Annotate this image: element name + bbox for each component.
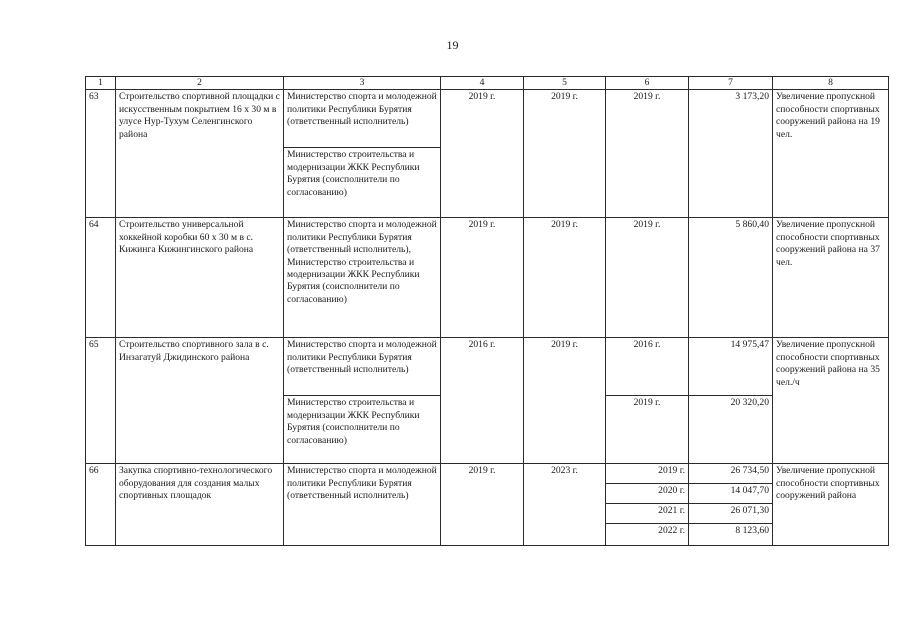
finance-amount: 26 734,50: [689, 464, 773, 484]
expected-result: Увеличение пропускной способности спортивных сооружений района на 35 чел./ч: [773, 338, 889, 464]
event-name: Строительство универсальной хоккейной коробки 60 х 30 м в с. Кижинга Кижингинского района: [116, 218, 284, 338]
row-number: 63: [86, 90, 116, 218]
end-year: 2019 г.: [524, 338, 606, 464]
row-number: 66: [86, 464, 116, 546]
finance-amount: 3 173,20: [689, 90, 773, 218]
end-year: 2019 г.: [524, 218, 606, 338]
co-executor: Министерство строительства и модернизации ЖКК Республики Бурятия (соисполнители по согласованию): [284, 148, 441, 218]
event-name: Строительство спортивного зала в с. Инзагатуй Джидинского района: [116, 338, 284, 464]
finance-year: 2019 г.: [606, 218, 689, 338]
table-row: [86, 90, 889, 148]
expected-result: Увеличение пропускной способности спортивных сооружений района: [773, 464, 889, 546]
end-year: 2019 г.: [524, 90, 606, 218]
finance-year: 2021 г.: [606, 504, 689, 524]
executor: Министерство спорта и молодежной политики Республики Бурятия (ответственный исполнитель): [284, 90, 441, 148]
finance-year: 2019 г.: [606, 396, 689, 464]
header-cell: 5: [524, 77, 606, 90]
executor: Министерство спорта и молодежной политики Республики Бурятия (ответственный исполнитель): [284, 464, 441, 546]
finance-amount: 8 123,60: [689, 524, 773, 546]
header-row: [86, 77, 889, 90]
finance-year: 2019 г.: [606, 464, 689, 484]
row-number: 65: [86, 338, 116, 464]
header-cell: 1: [86, 77, 116, 90]
finance-year: 2020 г.: [606, 484, 689, 504]
page-number: 19: [446, 38, 459, 52]
finance-amount: 5 860,40: [689, 218, 773, 338]
program-table: [85, 76, 889, 546]
finance-year: 2019 г.: [606, 90, 689, 218]
finance-year: 2016 г.: [606, 338, 689, 396]
start-year: 2016 г.: [441, 338, 524, 464]
co-executor: Министерство строительства и модернизации ЖКК Республики Бурятия (соисполнители по согласованию): [284, 396, 441, 464]
executor: Министерство спорта и молодежной политики Республики Бурятия (ответственный исполнитель): [284, 338, 441, 396]
end-year: 2023 г.: [524, 464, 606, 546]
header-cell: 4: [441, 77, 524, 90]
table-row: [86, 464, 889, 484]
start-year: 2019 г.: [441, 218, 524, 338]
event-name: Строительство спортивной площадки с искусственным покрытием 16 х 30 м в улусе Нур-Тухум Селенгинского района: [116, 90, 284, 218]
executor: Министерство спорта и молодежной политики Республики Бурятия (ответственный исполнитель), Министерство строительства и модернизации ЖКК Республики Бурятия (соисполнители по согласованию): [284, 218, 441, 338]
finance-amount: 20 320,20: [689, 396, 773, 464]
header-cell: 2: [116, 77, 284, 90]
header-cell: 8: [773, 77, 889, 90]
expected-result: Увеличение пропускной способности спортивных сооружений района на 37 чел.: [773, 218, 889, 338]
header-cell: 3: [284, 77, 441, 90]
row-number: 64: [86, 218, 116, 338]
table-row: [86, 218, 889, 338]
finance-year: 2022 г.: [606, 524, 689, 546]
header-cell: 7: [689, 77, 773, 90]
header-cell: 6: [606, 77, 689, 90]
finance-amount: 14 047,70: [689, 484, 773, 504]
table-row: [86, 338, 889, 396]
expected-result: Увеличение пропускной способности спортивных сооружений района на 19 чел.: [773, 90, 889, 218]
finance-amount: 14 975,47: [689, 338, 773, 396]
event-name: Закупка спортивно-технологического оборудования для создания малых спортивных площадок: [116, 464, 284, 546]
start-year: 2019 г.: [441, 90, 524, 218]
finance-amount: 26 071,30: [689, 504, 773, 524]
start-year: 2019 г.: [441, 464, 524, 546]
